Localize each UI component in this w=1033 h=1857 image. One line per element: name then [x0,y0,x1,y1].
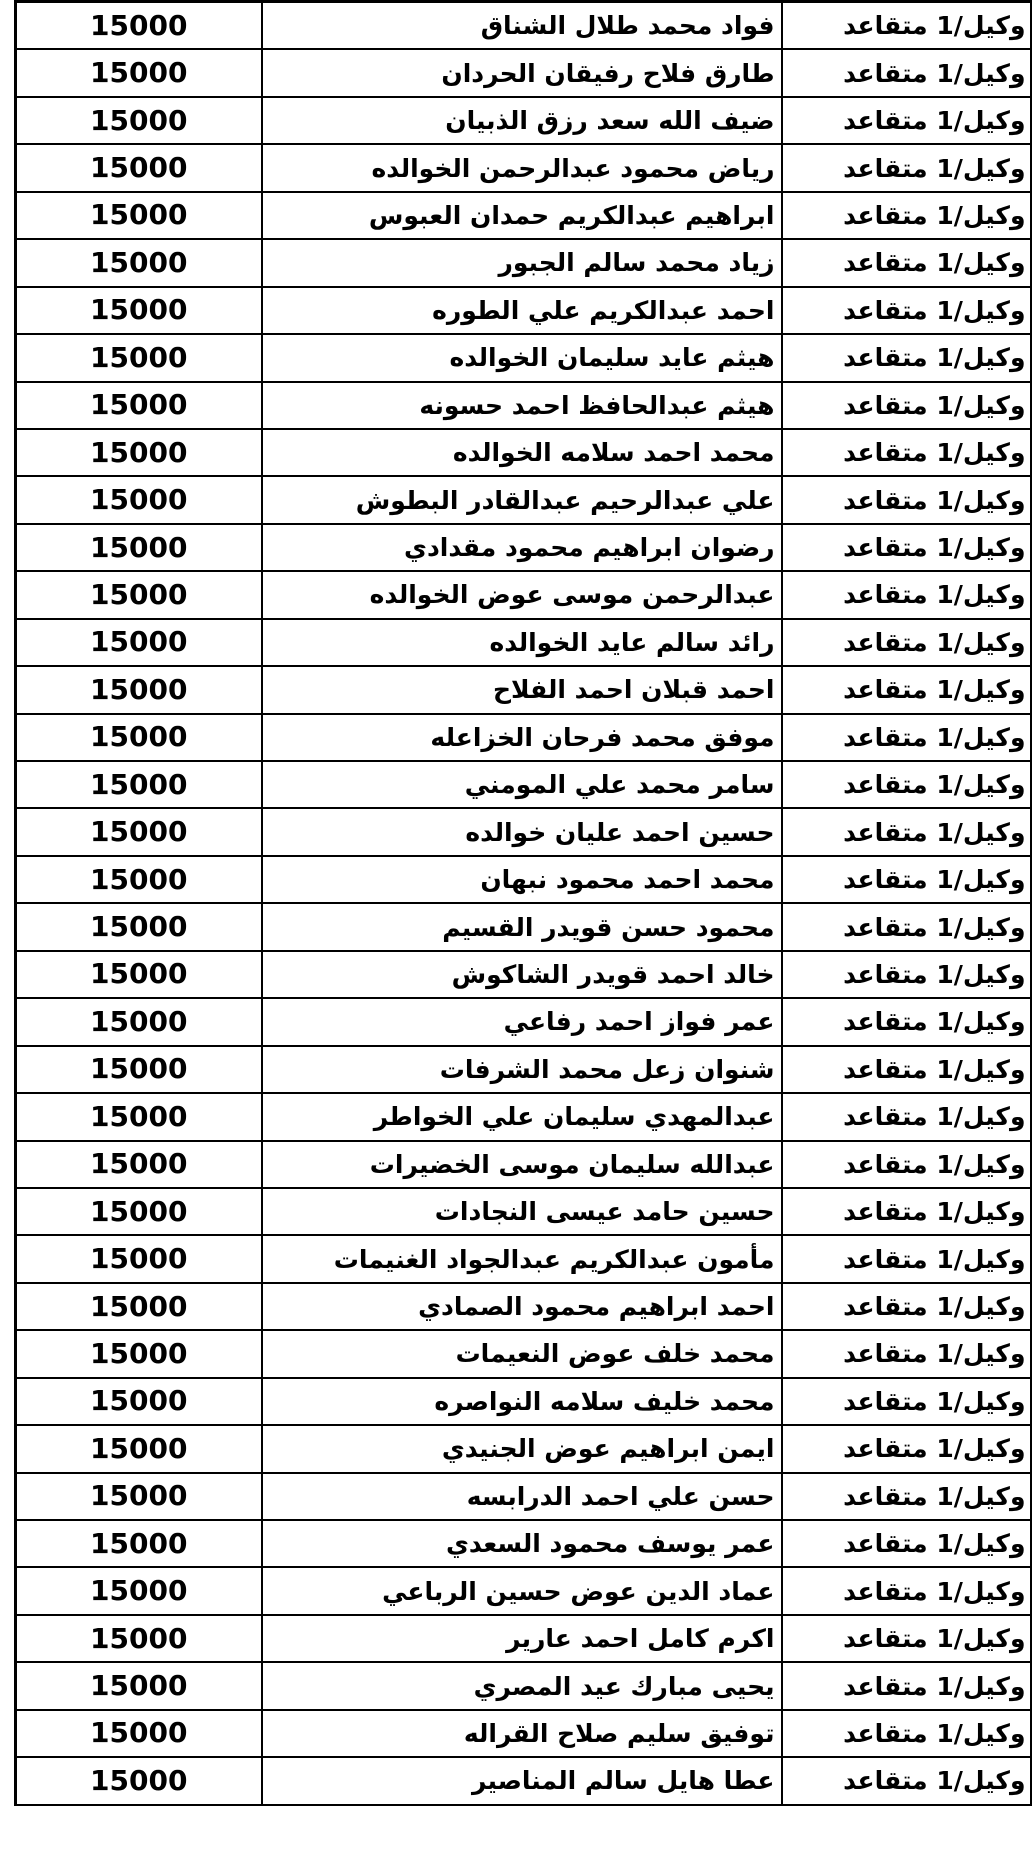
amount-cell[interactable]: 15000 [16,808,262,855]
amount-cell[interactable]: 15000 [16,666,262,713]
table-row [16,666,1031,713]
rank-cell[interactable]: وكيل/1 متقاعد [782,1520,1031,1567]
amount-cell[interactable]: 15000 [16,1046,262,1093]
amount-cell[interactable]: 15000 [16,2,262,50]
table-row [16,998,1031,1045]
name-cell[interactable]: محمود حسن قويدر القسيم [262,903,782,950]
table-row [16,1662,1031,1709]
amount-cell[interactable]: 15000 [16,1283,262,1330]
amount-cell[interactable]: 15000 [16,429,262,476]
amount-cell[interactable]: 15000 [16,1235,262,1282]
rank-cell[interactable]: وكيل/1 متقاعد [782,1141,1031,1188]
table-body [16,2,1031,1805]
amount-cell[interactable]: 15000 [16,144,262,191]
table-row [16,714,1031,761]
rank-cell[interactable]: وكيل/1 متقاعد [782,1710,1031,1757]
name-cell[interactable]: رضوان ابراهيم محمود مقدادي [262,524,782,571]
rank-cell[interactable]: وكيل/1 متقاعد [782,476,1031,523]
table-row [16,571,1031,618]
name-cell[interactable]: محمد خلف عوض النعيمات [262,1330,782,1377]
rank-cell[interactable]: وكيل/1 متقاعد [782,856,1031,903]
name-cell[interactable]: طارق فلاح رفيقان الحردان [262,49,782,96]
table-row [16,1188,1031,1235]
table-row [16,1425,1031,1472]
amount-cell[interactable]: 15000 [16,1425,262,1472]
name-cell[interactable]: عبدالله سليمان موسى الخضيرات [262,1141,782,1188]
rank-cell[interactable]: وكيل/1 متقاعد [782,1473,1031,1520]
table-row [16,49,1031,96]
table-row [16,1710,1031,1757]
table-row [16,1615,1031,1662]
rank-cell[interactable]: وكيل/1 متقاعد [782,429,1031,476]
amount-cell[interactable]: 15000 [16,1757,262,1804]
table-row [16,1520,1031,1567]
rank-cell[interactable]: وكيل/1 متقاعد [782,2,1031,50]
name-cell[interactable]: توفيق سليم صلاح القراله [262,1710,782,1757]
name-cell[interactable]: احمد قبلان احمد الفلاح [262,666,782,713]
name-cell[interactable]: سامر محمد علي المومني [262,761,782,808]
amount-cell[interactable]: 15000 [16,998,262,1045]
table-row [16,1093,1031,1140]
rank-cell[interactable]: وكيل/1 متقاعد [782,1425,1031,1472]
amount-cell[interactable]: 15000 [16,1378,262,1425]
rank-cell[interactable]: وكيل/1 متقاعد [782,524,1031,571]
amount-cell[interactable]: 15000 [16,1093,262,1140]
name-cell[interactable]: محمد احمد محمود نبهان [262,856,782,903]
amount-cell[interactable]: 15000 [16,476,262,523]
amount-cell[interactable]: 15000 [16,1141,262,1188]
amount-cell[interactable]: 15000 [16,1662,262,1709]
name-cell[interactable]: احمد ابراهيم محمود الصمادي [262,1283,782,1330]
amount-cell[interactable]: 15000 [16,951,262,998]
rank-cell[interactable]: وكيل/1 متقاعد [782,1330,1031,1377]
table-row [16,524,1031,571]
table-row [16,1473,1031,1520]
table-row [16,903,1031,950]
amount-cell[interactable]: 15000 [16,619,262,666]
rank-cell[interactable]: وكيل/1 متقاعد [782,1093,1031,1140]
table-row [16,429,1031,476]
table-row [16,1567,1031,1614]
table-row [16,287,1031,334]
payment-table [14,0,1032,1806]
amount-cell[interactable]: 15000 [16,239,262,286]
table-row [16,144,1031,191]
amount-cell[interactable]: 15000 [16,1330,262,1377]
name-cell[interactable]: شنوان زعل محمد الشرفات [262,1046,782,1093]
table-row [16,476,1031,523]
rank-cell[interactable]: وكيل/1 متقاعد [782,1662,1031,1709]
rank-cell[interactable]: وكيل/1 متقاعد [782,192,1031,239]
table-row [16,1330,1031,1377]
table-row [16,1757,1031,1804]
rank-cell[interactable]: وكيل/1 متقاعد [782,1378,1031,1425]
table-row [16,856,1031,903]
name-cell[interactable]: ايمن ابراهيم عوض الجنيدي [262,1425,782,1472]
table-row [16,1141,1031,1188]
rank-cell[interactable]: وكيل/1 متقاعد [782,571,1031,618]
table-row [16,192,1031,239]
table-row [16,382,1031,429]
table-row [16,1235,1031,1282]
rank-cell[interactable]: وكيل/1 متقاعد [782,334,1031,381]
name-cell[interactable]: حسين احمد عليان خوالده [262,808,782,855]
rank-cell[interactable]: وكيل/1 متقاعد [782,1615,1031,1662]
amount-cell[interactable]: 15000 [16,856,262,903]
name-cell[interactable]: هيثم عبدالحافظ احمد حسونه [262,382,782,429]
table-row [16,1378,1031,1425]
rank-cell[interactable]: وكيل/1 متقاعد [782,998,1031,1045]
table-row [16,239,1031,286]
amount-cell[interactable]: 15000 [16,1473,262,1520]
table-row [16,2,1031,50]
amount-cell[interactable]: 15000 [16,287,262,334]
name-cell[interactable]: احمد عبدالكريم علي الطوره [262,287,782,334]
rank-cell[interactable]: وكيل/1 متقاعد [782,666,1031,713]
name-cell[interactable]: علي عبدالرحيم عبدالقادر البطوش [262,476,782,523]
name-cell[interactable]: عطا هايل سالم المناصير [262,1757,782,1804]
name-cell[interactable]: موفق محمد فرحان الخزاعله [262,714,782,761]
rank-cell[interactable]: وكيل/1 متقاعد [782,808,1031,855]
rank-cell[interactable]: وكيل/1 متقاعد [782,1188,1031,1235]
name-cell[interactable]: ابراهيم عبدالكريم حمدان العبوس [262,192,782,239]
rank-cell[interactable]: وكيل/1 متقاعد [782,1046,1031,1093]
amount-cell[interactable]: 15000 [16,1188,262,1235]
name-cell[interactable]: عمر فواز احمد رفاعي [262,998,782,1045]
table-row [16,1046,1031,1093]
table-row [16,808,1031,855]
rank-cell[interactable]: وكيل/1 متقاعد [782,144,1031,191]
name-cell[interactable]: حسن علي احمد الدرابسه [262,1473,782,1520]
name-cell[interactable]: عمر يوسف محمود السعدي [262,1520,782,1567]
amount-cell[interactable]: 15000 [16,903,262,950]
rank-cell[interactable]: وكيل/1 متقاعد [782,382,1031,429]
rank-cell[interactable]: وكيل/1 متقاعد [782,761,1031,808]
table-row [16,761,1031,808]
spreadsheet-sheet [14,0,1033,1857]
rank-cell[interactable]: وكيل/1 متقاعد [782,1757,1031,1804]
rank-cell[interactable]: وكيل/1 متقاعد [782,1567,1031,1614]
name-cell[interactable]: ضيف الله سعد رزق الذبيان [262,97,782,144]
rank-cell[interactable]: وكيل/1 متقاعد [782,287,1031,334]
amount-cell[interactable]: 15000 [16,97,262,144]
amount-cell[interactable]: 15000 [16,192,262,239]
amount-cell[interactable]: 15000 [16,761,262,808]
table-row [16,1283,1031,1330]
table-row [16,951,1031,998]
rank-cell[interactable]: وكيل/1 متقاعد [782,239,1031,286]
rank-cell[interactable]: وكيل/1 متقاعد [782,49,1031,96]
amount-cell[interactable]: 15000 [16,334,262,381]
rank-cell[interactable]: وكيل/1 متقاعد [782,714,1031,761]
amount-cell[interactable]: 15000 [16,49,262,96]
name-cell[interactable]: عماد الدين عوض حسين الرباعي [262,1567,782,1614]
table-row [16,97,1031,144]
name-cell[interactable]: يحيى مبارك عيد المصري [262,1662,782,1709]
table-row [16,334,1031,381]
name-cell[interactable]: عبدالرحمن موسى عوض الخوالده [262,571,782,618]
amount-cell[interactable]: 15000 [16,1567,262,1614]
name-cell[interactable]: رياض محمود عبدالرحمن الخوالده [262,144,782,191]
name-cell[interactable]: اكرم كامل احمد عارير [262,1615,782,1662]
name-cell[interactable]: فواد محمد طلال الشناق [262,2,782,50]
name-cell[interactable]: محمد خليف سلامه النواصره [262,1378,782,1425]
name-cell[interactable]: عبدالمهدي سليمان علي الخواطر [262,1093,782,1140]
name-cell[interactable]: هيثم عايد سليمان الخوالده [262,334,782,381]
amount-cell[interactable]: 15000 [16,382,262,429]
amount-cell[interactable]: 15000 [16,1520,262,1567]
rank-cell[interactable]: وكيل/1 متقاعد [782,1235,1031,1282]
name-cell[interactable]: حسين حامد عيسى النجادات [262,1188,782,1235]
rank-cell[interactable]: وكيل/1 متقاعد [782,1283,1031,1330]
rank-cell[interactable]: وكيل/1 متقاعد [782,903,1031,950]
amount-cell[interactable]: 15000 [16,571,262,618]
name-cell[interactable]: خالد احمد قويدر الشاكوش [262,951,782,998]
rank-cell[interactable]: وكيل/1 متقاعد [782,619,1031,666]
rank-cell[interactable]: وكيل/1 متقاعد [782,951,1031,998]
name-cell[interactable]: رائد سالم عايد الخوالده [262,619,782,666]
name-cell[interactable]: زياد محمد سالم الجبور [262,239,782,286]
name-cell[interactable]: محمد احمد سلامه الخوالده [262,429,782,476]
table-row [16,619,1031,666]
amount-cell[interactable]: 15000 [16,524,262,571]
name-cell[interactable]: مأمون عبدالكريم عبدالجواد الغنيمات [262,1235,782,1282]
amount-cell[interactable]: 15000 [16,1710,262,1757]
amount-cell[interactable]: 15000 [16,1615,262,1662]
amount-cell[interactable]: 15000 [16,714,262,761]
rank-cell[interactable]: وكيل/1 متقاعد [782,97,1031,144]
